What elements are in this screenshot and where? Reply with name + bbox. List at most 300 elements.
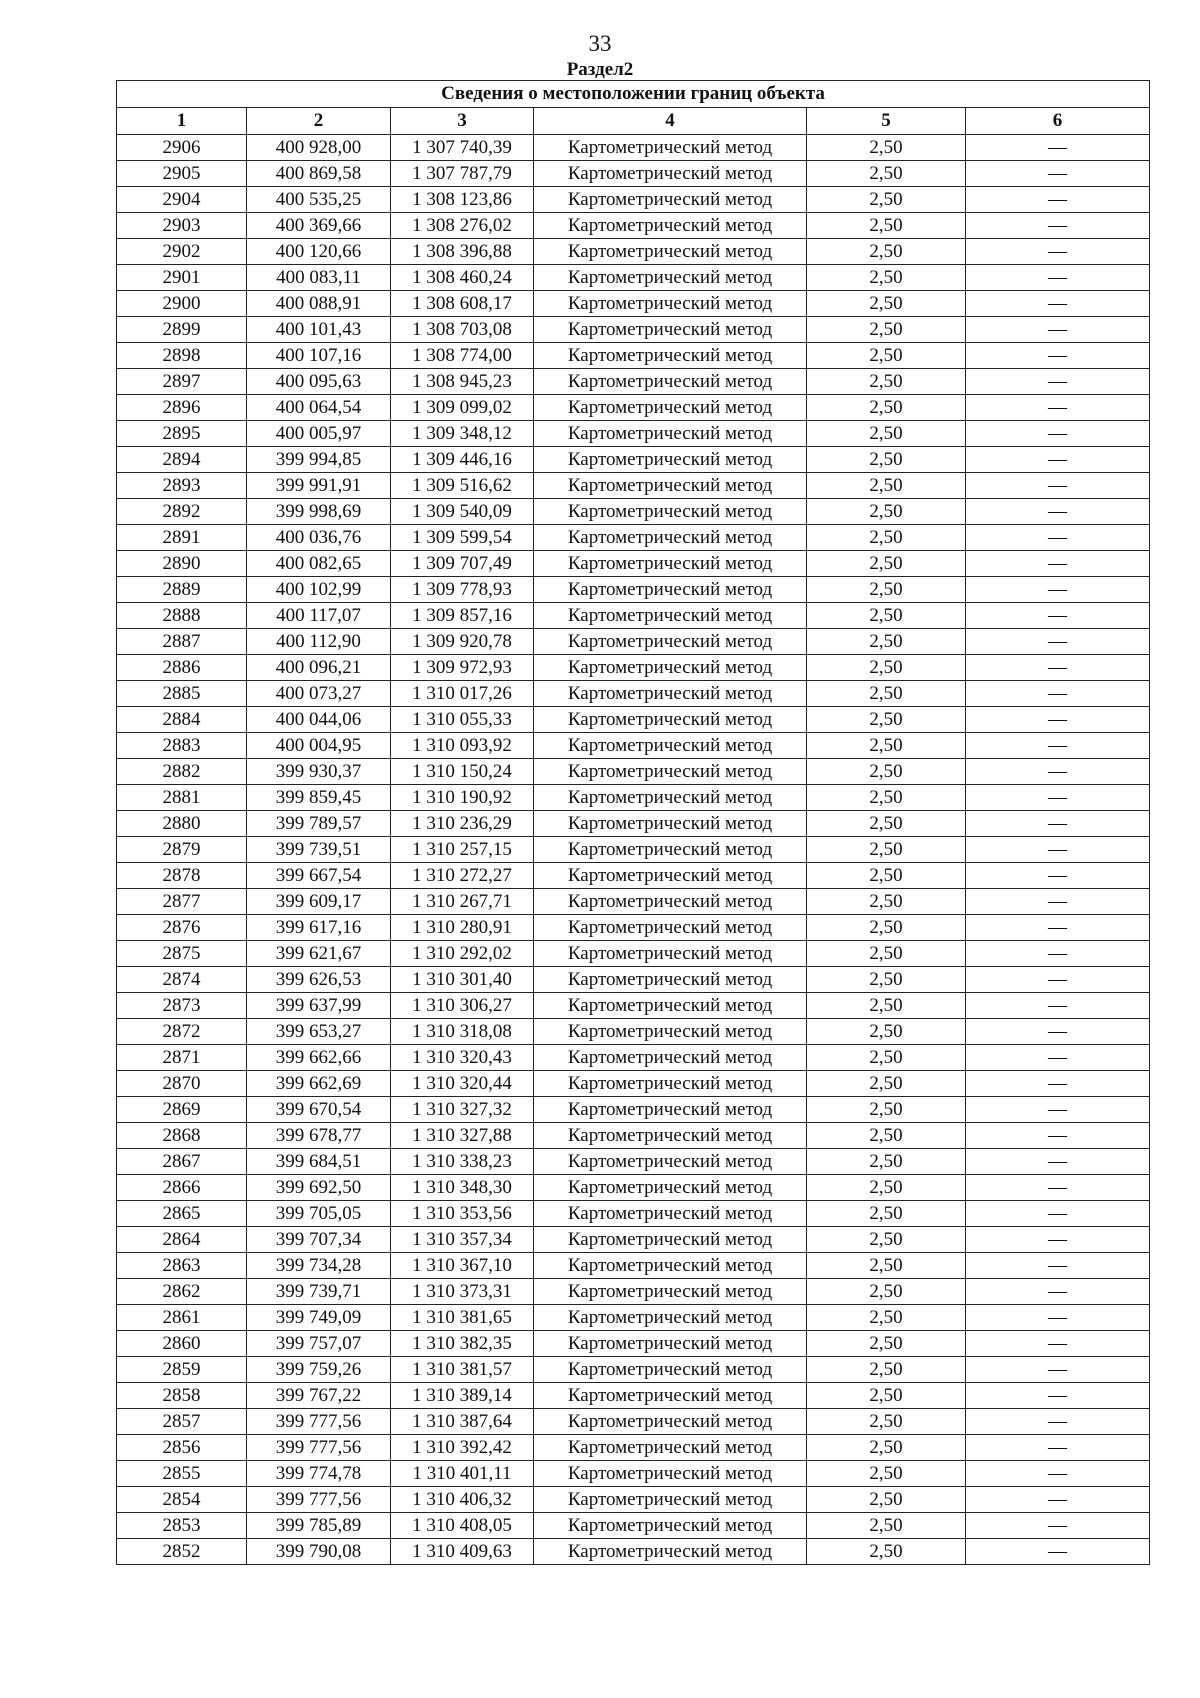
accuracy-cell: 2,50: [807, 1357, 966, 1383]
description-cell: —: [966, 811, 1150, 837]
y-coordinate-cell: 1 309 099,02: [391, 395, 534, 421]
page-number: 33: [588, 31, 612, 56]
point-number-cell: 2881: [117, 785, 247, 811]
method-cell: Картометрический метод: [534, 889, 807, 915]
method-cell: Картометрический метод: [534, 525, 807, 551]
x-coordinate-cell: 399 789,57: [247, 811, 391, 837]
accuracy-cell: 2,50: [807, 421, 966, 447]
x-coordinate-cell: 400 101,43: [247, 317, 391, 343]
method-cell: Картометрический метод: [534, 343, 807, 369]
point-number-cell: 2860: [117, 1331, 247, 1357]
description-cell: —: [966, 915, 1150, 941]
table-row: [117, 759, 1150, 785]
y-coordinate-cell: 1 310 406,32: [391, 1487, 534, 1513]
method-cell: Картометрический метод: [534, 759, 807, 785]
x-coordinate-cell: 400 083,11: [247, 265, 391, 291]
table-row: [117, 551, 1150, 577]
description-cell: —: [966, 629, 1150, 655]
description-cell: —: [966, 499, 1150, 525]
method-cell: Картометрический метод: [534, 1175, 807, 1201]
accuracy-cell: 2,50: [807, 1175, 966, 1201]
table-row: [117, 447, 1150, 473]
accuracy-cell: 2,50: [807, 161, 966, 187]
table-row: [117, 1383, 1150, 1409]
y-coordinate-cell: 1 309 778,93: [391, 577, 534, 603]
method-cell: Картометрический метод: [534, 655, 807, 681]
accuracy-cell: 2,50: [807, 1253, 966, 1279]
method-cell: Картометрический метод: [534, 291, 807, 317]
accuracy-cell: 2,50: [807, 577, 966, 603]
y-coordinate-cell: 1 310 190,92: [391, 785, 534, 811]
description-cell: —: [966, 265, 1150, 291]
point-number-cell: 2900: [117, 291, 247, 317]
method-cell: Картометрический метод: [534, 421, 807, 447]
accuracy-cell: 2,50: [807, 213, 966, 239]
point-number-cell: 2875: [117, 941, 247, 967]
accuracy-cell: 2,50: [807, 265, 966, 291]
y-coordinate-cell: 1 309 857,16: [391, 603, 534, 629]
y-coordinate-cell: 1 310 318,08: [391, 1019, 534, 1045]
table-row: [117, 525, 1150, 551]
table-row: [117, 629, 1150, 655]
point-number-cell: 2896: [117, 395, 247, 421]
description-cell: —: [966, 239, 1150, 265]
point-number-cell: 2898: [117, 343, 247, 369]
y-coordinate-cell: 1 310 408,05: [391, 1513, 534, 1539]
y-coordinate-cell: 1 310 353,56: [391, 1201, 534, 1227]
accuracy-cell: 2,50: [807, 1201, 966, 1227]
accuracy-cell: 2,50: [807, 759, 966, 785]
x-coordinate-cell: 399 790,08: [247, 1539, 391, 1565]
point-number-cell: 2876: [117, 915, 247, 941]
y-coordinate-cell: 1 310 272,27: [391, 863, 534, 889]
x-coordinate-cell: 400 096,21: [247, 655, 391, 681]
method-cell: Картометрический метод: [534, 629, 807, 655]
y-coordinate-cell: 1 310 257,15: [391, 837, 534, 863]
x-coordinate-cell: 399 759,26: [247, 1357, 391, 1383]
method-cell: Картометрический метод: [534, 1149, 807, 1175]
description-cell: —: [966, 1175, 1150, 1201]
accuracy-cell: 2,50: [807, 317, 966, 343]
method-cell: Картометрический метод: [534, 1435, 807, 1461]
table-row: [117, 499, 1150, 525]
table-row: [117, 577, 1150, 603]
y-coordinate-cell: 1 308 608,17: [391, 291, 534, 317]
point-number-cell: 2906: [117, 135, 247, 161]
method-cell: Картометрический метод: [534, 1513, 807, 1539]
point-number-cell: 2863: [117, 1253, 247, 1279]
table-row: [117, 1539, 1150, 1565]
y-coordinate-cell: 1 310 320,44: [391, 1071, 534, 1097]
accuracy-cell: 2,50: [807, 135, 966, 161]
table-row: [117, 863, 1150, 889]
point-number-cell: 2855: [117, 1461, 247, 1487]
table-row: [117, 291, 1150, 317]
point-number-cell: 2892: [117, 499, 247, 525]
table-row: [117, 1201, 1150, 1227]
point-number-cell: 2856: [117, 1435, 247, 1461]
table-row: [117, 1305, 1150, 1331]
point-number-cell: 2883: [117, 733, 247, 759]
method-cell: Картометрический метод: [534, 369, 807, 395]
method-cell: Картометрический метод: [534, 551, 807, 577]
table-row: [117, 1357, 1150, 1383]
table-row: [117, 1175, 1150, 1201]
method-cell: Картометрический метод: [534, 239, 807, 265]
method-cell: Картометрический метод: [534, 811, 807, 837]
x-coordinate-cell: 400 112,90: [247, 629, 391, 655]
accuracy-cell: 2,50: [807, 1539, 966, 1565]
y-coordinate-cell: 1 310 236,29: [391, 811, 534, 837]
y-coordinate-cell: 1 310 292,02: [391, 941, 534, 967]
boundary-coordinates-table: [116, 80, 1150, 1565]
description-cell: —: [966, 395, 1150, 421]
point-number-cell: 2884: [117, 707, 247, 733]
x-coordinate-cell: 399 678,77: [247, 1123, 391, 1149]
method-cell: Картометрический метод: [534, 785, 807, 811]
table-row: [117, 1149, 1150, 1175]
point-number-cell: 2869: [117, 1097, 247, 1123]
method-cell: Картометрический метод: [534, 1071, 807, 1097]
accuracy-cell: 2,50: [807, 655, 966, 681]
method-cell: Картометрический метод: [534, 1461, 807, 1487]
y-coordinate-cell: 1 309 446,16: [391, 447, 534, 473]
x-coordinate-cell: 399 998,69: [247, 499, 391, 525]
description-cell: —: [966, 577, 1150, 603]
description-cell: —: [966, 1513, 1150, 1539]
description-cell: —: [966, 1383, 1150, 1409]
point-number-cell: 2867: [117, 1149, 247, 1175]
table-row: [117, 1071, 1150, 1097]
table-row: [117, 343, 1150, 369]
column-header: 3: [391, 108, 534, 135]
point-number-cell: 2859: [117, 1357, 247, 1383]
description-cell: —: [966, 1357, 1150, 1383]
description-cell: —: [966, 1149, 1150, 1175]
point-number-cell: 2868: [117, 1123, 247, 1149]
y-coordinate-cell: 1 309 972,93: [391, 655, 534, 681]
description-cell: —: [966, 733, 1150, 759]
point-number-cell: 2870: [117, 1071, 247, 1097]
method-cell: Картометрический метод: [534, 837, 807, 863]
y-coordinate-cell: 1 310 267,71: [391, 889, 534, 915]
x-coordinate-cell: 399 662,69: [247, 1071, 391, 1097]
method-cell: Картометрический метод: [534, 993, 807, 1019]
method-cell: Картометрический метод: [534, 473, 807, 499]
y-coordinate-cell: 1 310 348,30: [391, 1175, 534, 1201]
table-row: [117, 161, 1150, 187]
x-coordinate-cell: 400 036,76: [247, 525, 391, 551]
y-coordinate-cell: 1 310 392,42: [391, 1435, 534, 1461]
y-coordinate-cell: 1 310 150,24: [391, 759, 534, 785]
description-cell: —: [966, 1435, 1150, 1461]
y-coordinate-cell: 1 310 381,65: [391, 1305, 534, 1331]
accuracy-cell: 2,50: [807, 1019, 966, 1045]
method-cell: Картометрический метод: [534, 135, 807, 161]
table-row: [117, 1409, 1150, 1435]
x-coordinate-cell: 399 707,34: [247, 1227, 391, 1253]
column-header: 4: [534, 108, 807, 135]
column-number-row: [117, 108, 1150, 135]
y-coordinate-cell: 1 310 017,26: [391, 681, 534, 707]
accuracy-cell: 2,50: [807, 811, 966, 837]
x-coordinate-cell: 400 107,16: [247, 343, 391, 369]
accuracy-cell: 2,50: [807, 1227, 966, 1253]
point-number-cell: 2874: [117, 967, 247, 993]
point-number-cell: 2902: [117, 239, 247, 265]
method-cell: Картометрический метод: [534, 577, 807, 603]
accuracy-cell: 2,50: [807, 395, 966, 421]
table-row: [117, 1435, 1150, 1461]
table-row: [117, 1279, 1150, 1305]
y-coordinate-cell: 1 310 357,34: [391, 1227, 534, 1253]
accuracy-cell: 2,50: [807, 629, 966, 655]
method-cell: Картометрический метод: [534, 1383, 807, 1409]
y-coordinate-cell: 1 310 409,63: [391, 1539, 534, 1565]
description-cell: —: [966, 447, 1150, 473]
x-coordinate-cell: 400 928,00: [247, 135, 391, 161]
description-cell: —: [966, 135, 1150, 161]
point-number-cell: 2877: [117, 889, 247, 915]
accuracy-cell: 2,50: [807, 733, 966, 759]
x-coordinate-cell: 399 739,51: [247, 837, 391, 863]
point-number-cell: 2872: [117, 1019, 247, 1045]
accuracy-cell: 2,50: [807, 1383, 966, 1409]
table-row: [117, 811, 1150, 837]
method-cell: Картометрический метод: [534, 447, 807, 473]
y-coordinate-cell: 1 308 774,00: [391, 343, 534, 369]
accuracy-cell: 2,50: [807, 889, 966, 915]
y-coordinate-cell: 1 310 327,32: [391, 1097, 534, 1123]
table-row: [117, 967, 1150, 993]
table-row: [117, 655, 1150, 681]
x-coordinate-cell: 399 739,71: [247, 1279, 391, 1305]
table-caption: Сведения о местоположении границ объекта: [117, 81, 1150, 108]
x-coordinate-cell: 399 777,56: [247, 1409, 391, 1435]
y-coordinate-cell: 1 309 707,49: [391, 551, 534, 577]
x-coordinate-cell: 400 535,25: [247, 187, 391, 213]
table-row: [117, 733, 1150, 759]
description-cell: —: [966, 1253, 1150, 1279]
description-cell: —: [966, 707, 1150, 733]
description-cell: —: [966, 1097, 1150, 1123]
method-cell: Картометрический метод: [534, 1227, 807, 1253]
x-coordinate-cell: 400 120,66: [247, 239, 391, 265]
x-coordinate-cell: 399 777,56: [247, 1435, 391, 1461]
column-header: 5: [807, 108, 966, 135]
y-coordinate-cell: 1 309 920,78: [391, 629, 534, 655]
table-row: [117, 369, 1150, 395]
y-coordinate-cell: 1 308 396,88: [391, 239, 534, 265]
point-number-cell: 2861: [117, 1305, 247, 1331]
accuracy-cell: 2,50: [807, 499, 966, 525]
accuracy-cell: 2,50: [807, 785, 966, 811]
point-number-cell: 2897: [117, 369, 247, 395]
y-coordinate-cell: 1 309 348,12: [391, 421, 534, 447]
point-number-cell: 2901: [117, 265, 247, 291]
method-cell: Картометрический метод: [534, 1201, 807, 1227]
accuracy-cell: 2,50: [807, 707, 966, 733]
table-row: [117, 785, 1150, 811]
accuracy-cell: 2,50: [807, 551, 966, 577]
method-cell: Картометрический метод: [534, 941, 807, 967]
x-coordinate-cell: 399 684,51: [247, 1149, 391, 1175]
point-number-cell: 2887: [117, 629, 247, 655]
table-row: [117, 1513, 1150, 1539]
description-cell: —: [966, 317, 1150, 343]
x-coordinate-cell: 399 734,28: [247, 1253, 391, 1279]
y-coordinate-cell: 1 310 320,43: [391, 1045, 534, 1071]
description-cell: —: [966, 343, 1150, 369]
accuracy-cell: 2,50: [807, 291, 966, 317]
accuracy-cell: 2,50: [807, 1409, 966, 1435]
method-cell: Картометрический метод: [534, 213, 807, 239]
y-coordinate-cell: 1 310 301,40: [391, 967, 534, 993]
x-coordinate-cell: 399 670,54: [247, 1097, 391, 1123]
method-cell: Картометрический метод: [534, 187, 807, 213]
accuracy-cell: 2,50: [807, 1123, 966, 1149]
y-coordinate-cell: 1 310 093,92: [391, 733, 534, 759]
accuracy-cell: 2,50: [807, 1305, 966, 1331]
y-coordinate-cell: 1 309 516,62: [391, 473, 534, 499]
method-cell: Картометрический метод: [534, 681, 807, 707]
x-coordinate-cell: 399 653,27: [247, 1019, 391, 1045]
x-coordinate-cell: 399 637,99: [247, 993, 391, 1019]
accuracy-cell: 2,50: [807, 1331, 966, 1357]
description-cell: —: [966, 1071, 1150, 1097]
accuracy-cell: 2,50: [807, 447, 966, 473]
table-row: [117, 889, 1150, 915]
point-number-cell: 2865: [117, 1201, 247, 1227]
accuracy-cell: 2,50: [807, 603, 966, 629]
table-row: [117, 317, 1150, 343]
description-cell: —: [966, 551, 1150, 577]
accuracy-cell: 2,50: [807, 993, 966, 1019]
description-cell: —: [966, 1409, 1150, 1435]
accuracy-cell: 2,50: [807, 837, 966, 863]
point-number-cell: 2885: [117, 681, 247, 707]
x-coordinate-cell: 399 749,09: [247, 1305, 391, 1331]
description-cell: —: [966, 1487, 1150, 1513]
point-number-cell: 2858: [117, 1383, 247, 1409]
point-number-cell: 2903: [117, 213, 247, 239]
y-coordinate-cell: 1 310 055,33: [391, 707, 534, 733]
x-coordinate-cell: 400 088,91: [247, 291, 391, 317]
table-row: [117, 1331, 1150, 1357]
y-coordinate-cell: 1 307 787,79: [391, 161, 534, 187]
method-cell: Картометрический метод: [534, 265, 807, 291]
point-number-cell: 2857: [117, 1409, 247, 1435]
description-cell: —: [966, 1539, 1150, 1565]
point-number-cell: 2894: [117, 447, 247, 473]
x-coordinate-cell: 399 621,67: [247, 941, 391, 967]
y-coordinate-cell: 1 310 382,35: [391, 1331, 534, 1357]
method-cell: Картометрический метод: [534, 1097, 807, 1123]
table-row: [117, 707, 1150, 733]
y-coordinate-cell: 1 308 460,24: [391, 265, 534, 291]
point-number-cell: 2852: [117, 1539, 247, 1565]
table-row: [117, 1253, 1150, 1279]
point-number-cell: 2905: [117, 161, 247, 187]
table-row: [117, 1123, 1150, 1149]
y-coordinate-cell: 1 310 306,27: [391, 993, 534, 1019]
method-cell: Картометрический метод: [534, 1539, 807, 1565]
description-cell: —: [966, 187, 1150, 213]
method-cell: Картометрический метод: [534, 1045, 807, 1071]
method-cell: Картометрический метод: [534, 161, 807, 187]
y-coordinate-cell: 1 310 327,88: [391, 1123, 534, 1149]
description-cell: —: [966, 681, 1150, 707]
description-cell: —: [966, 837, 1150, 863]
table-row: [117, 681, 1150, 707]
point-number-cell: 2889: [117, 577, 247, 603]
description-cell: —: [966, 1227, 1150, 1253]
point-number-cell: 2853: [117, 1513, 247, 1539]
x-coordinate-cell: 399 859,45: [247, 785, 391, 811]
accuracy-cell: 2,50: [807, 967, 966, 993]
x-coordinate-cell: 400 369,66: [247, 213, 391, 239]
table-row: [117, 993, 1150, 1019]
point-number-cell: 2888: [117, 603, 247, 629]
description-cell: —: [966, 1201, 1150, 1227]
y-coordinate-cell: 1 309 599,54: [391, 525, 534, 551]
column-header: 6: [966, 108, 1150, 135]
accuracy-cell: 2,50: [807, 1149, 966, 1175]
point-number-cell: 2893: [117, 473, 247, 499]
description-cell: —: [966, 1461, 1150, 1487]
method-cell: Картометрический метод: [534, 1331, 807, 1357]
accuracy-cell: 2,50: [807, 1513, 966, 1539]
point-number-cell: 2891: [117, 525, 247, 551]
accuracy-cell: 2,50: [807, 1435, 966, 1461]
y-coordinate-cell: 1 308 276,02: [391, 213, 534, 239]
method-cell: Картометрический метод: [534, 967, 807, 993]
y-coordinate-cell: 1 310 401,11: [391, 1461, 534, 1487]
accuracy-cell: 2,50: [807, 525, 966, 551]
table-row: [117, 421, 1150, 447]
description-cell: —: [966, 941, 1150, 967]
x-coordinate-cell: 399 617,16: [247, 915, 391, 941]
description-cell: —: [966, 1331, 1150, 1357]
table-row: [117, 187, 1150, 213]
y-coordinate-cell: 1 310 373,31: [391, 1279, 534, 1305]
table-row: [117, 395, 1150, 421]
x-coordinate-cell: 399 626,53: [247, 967, 391, 993]
description-cell: —: [966, 213, 1150, 239]
table-row: [117, 915, 1150, 941]
accuracy-cell: 2,50: [807, 1461, 966, 1487]
x-coordinate-cell: 399 609,17: [247, 889, 391, 915]
method-cell: Картометрический метод: [534, 1253, 807, 1279]
x-coordinate-cell: 400 082,65: [247, 551, 391, 577]
description-cell: —: [966, 655, 1150, 681]
table-row: [117, 239, 1150, 265]
x-coordinate-cell: 400 095,63: [247, 369, 391, 395]
accuracy-cell: 2,50: [807, 863, 966, 889]
table-row: [117, 265, 1150, 291]
x-coordinate-cell: 400 073,27: [247, 681, 391, 707]
x-coordinate-cell: 400 005,97: [247, 421, 391, 447]
y-coordinate-cell: 1 308 123,86: [391, 187, 534, 213]
point-number-cell: 2899: [117, 317, 247, 343]
method-cell: Картометрический метод: [534, 1305, 807, 1331]
description-cell: —: [966, 1045, 1150, 1071]
table-row: [117, 837, 1150, 863]
x-coordinate-cell: 400 869,58: [247, 161, 391, 187]
table-row: [117, 1487, 1150, 1513]
y-coordinate-cell: 1 310 389,14: [391, 1383, 534, 1409]
x-coordinate-cell: 399 757,07: [247, 1331, 391, 1357]
